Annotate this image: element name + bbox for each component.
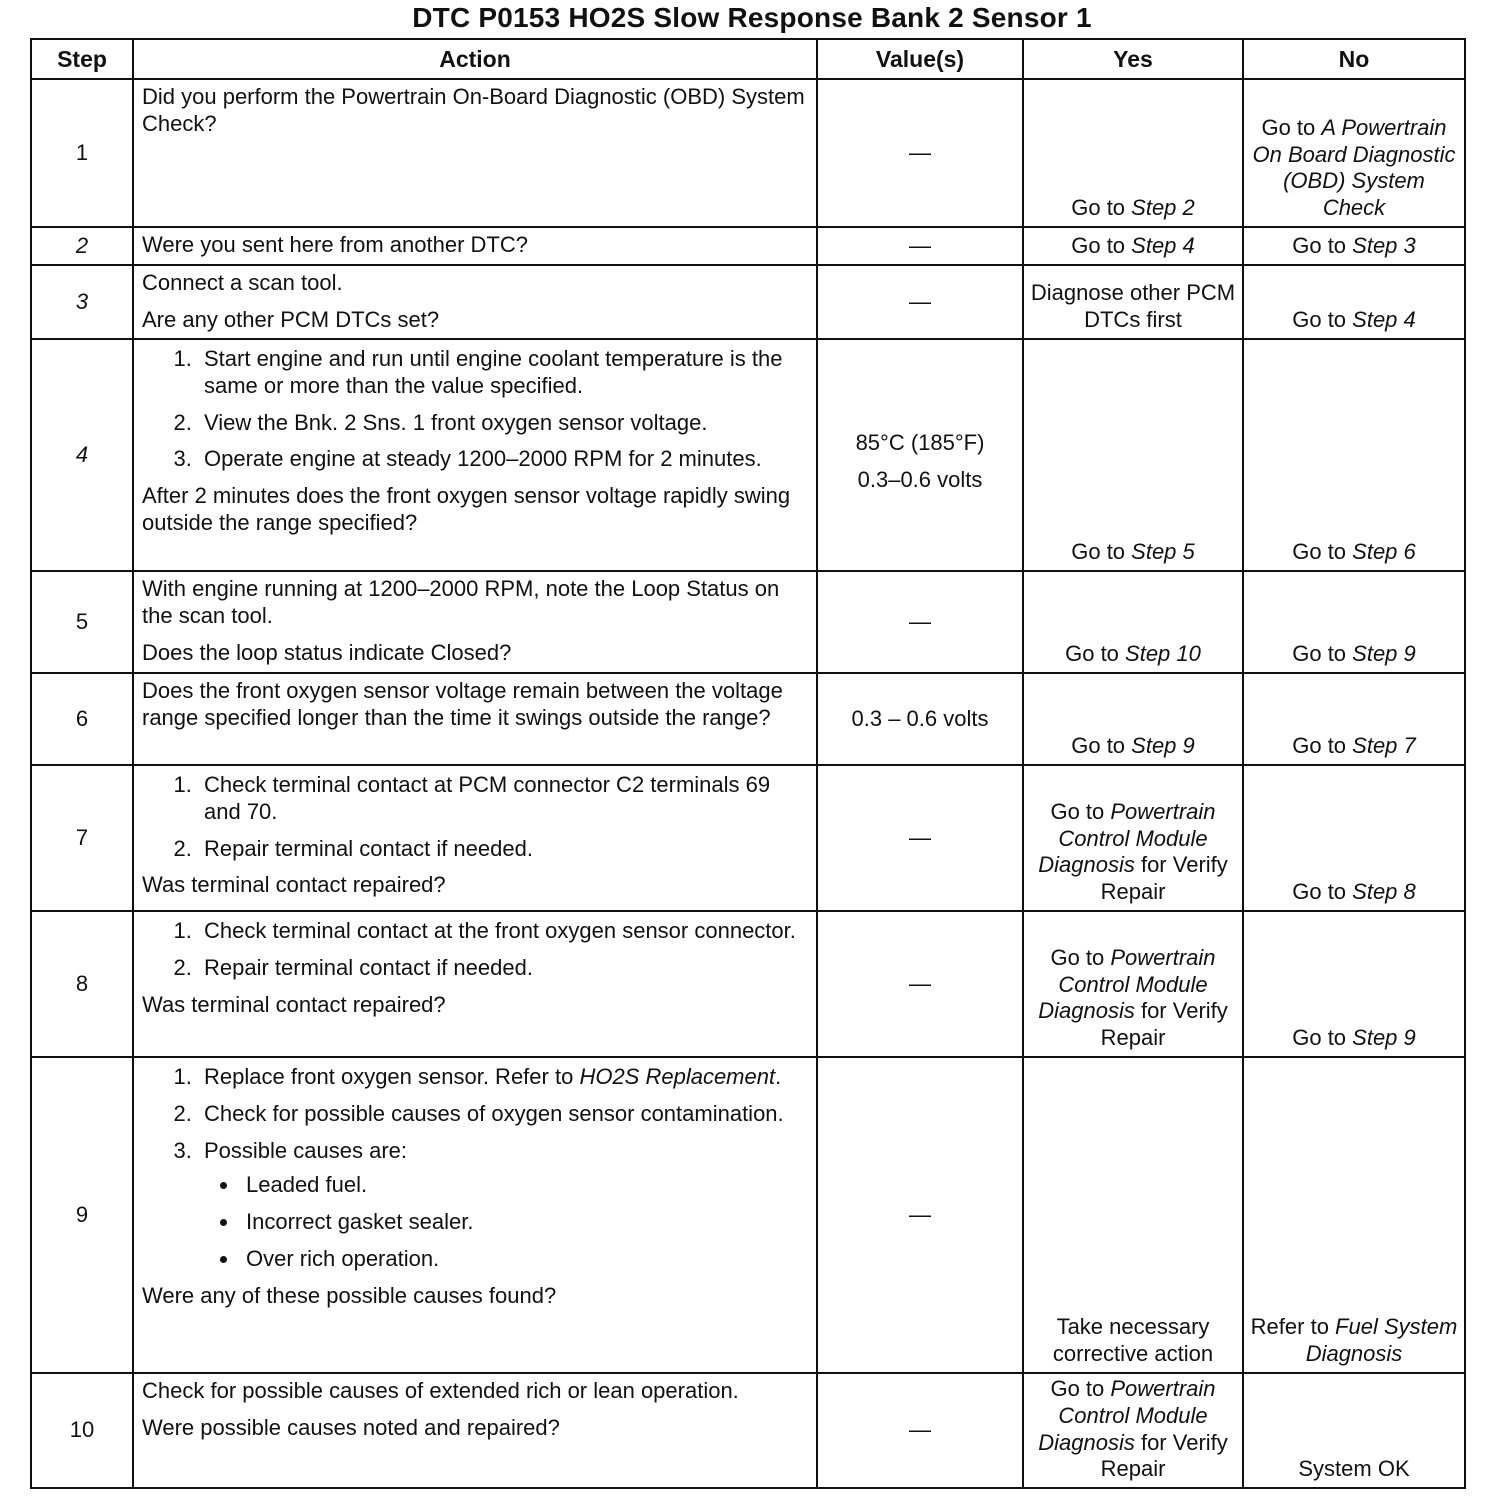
no-text: Go to — [1292, 539, 1353, 565]
step-number: 8 — [31, 911, 133, 1057]
value-cell — [817, 339, 1023, 571]
value-cell: — — [817, 79, 1023, 227]
no-link[interactable]: Step 9 — [1352, 1025, 1416, 1051]
header-yes: Yes — [1023, 39, 1243, 79]
step-number: 4 — [31, 339, 133, 571]
table-row — [31, 673, 1465, 765]
yes-cell — [1023, 339, 1243, 571]
no-text: Go to — [1292, 307, 1353, 333]
table-row — [31, 265, 1465, 339]
yes-cell — [1023, 911, 1243, 1057]
action-step — [198, 1138, 808, 1273]
action-question: Does the front oxygen sensor voltage remain between the voltage range specified longer than the time it swings outside the range? — [142, 678, 783, 730]
step-number: 9 — [31, 1057, 133, 1373]
table-row — [31, 911, 1465, 1057]
table-row — [31, 571, 1465, 673]
no-cell — [1243, 339, 1465, 571]
step-number: 10 — [31, 1373, 133, 1488]
action-cell — [133, 1057, 817, 1373]
step-number: 5 — [31, 571, 133, 673]
step-number: 7 — [31, 765, 133, 911]
cause-item: • Over rich operation. — [240, 1246, 808, 1273]
no-text: Go to — [1292, 641, 1353, 667]
no-text: Go to — [1292, 233, 1353, 259]
yes-link[interactable]: Powertrain Control Module Diagnosis — [1038, 1376, 1216, 1455]
value-cell: — — [817, 265, 1023, 339]
no-cell — [1243, 265, 1465, 339]
table-row — [31, 1373, 1465, 1488]
action-question: Are any other PCM DTCs set? — [142, 306, 440, 332]
value-temperature: 85°C (185°F) — [855, 430, 985, 455]
action-cell — [133, 339, 817, 571]
action-step: 2. Check for possible causes of oxygen sensor contamination. — [198, 1101, 808, 1128]
yes-cell — [1023, 1373, 1243, 1488]
action-step — [198, 1064, 808, 1091]
yes-link[interactable]: Step 2 — [1131, 195, 1195, 221]
action-steps — [142, 918, 808, 982]
value-cell: — — [817, 1057, 1023, 1373]
no-cell — [1243, 227, 1465, 265]
action-text: Check for possible causes of extended rich or lean operation. — [142, 1378, 739, 1403]
value-cell: — — [817, 911, 1023, 1057]
yes-cell — [1023, 227, 1243, 265]
yes-text: Go to — [1050, 944, 1111, 970]
diagnostic-table — [30, 38, 1466, 1489]
yes-text: Go to — [1050, 798, 1111, 824]
yes-link[interactable]: Powertrain Control Module Diagnosis — [1038, 944, 1216, 1024]
no-cell — [1243, 571, 1465, 673]
action-cell — [133, 79, 817, 227]
yes-link[interactable]: Powertrain Control Module Diagnosis — [1038, 798, 1216, 878]
action-cell — [133, 1373, 817, 1488]
action-steps — [142, 346, 808, 473]
yes-link[interactable]: Step 9 — [1131, 733, 1195, 759]
yes-cell — [1023, 79, 1243, 227]
yes-cell: Take necessary corrective action — [1023, 1057, 1243, 1373]
no-text: Go to — [1292, 733, 1353, 759]
no-cell — [1243, 765, 1465, 911]
value-cell: 0.3 – 0.6 volts — [817, 673, 1023, 765]
cause-item: • Incorrect gasket sealer. — [240, 1209, 808, 1236]
header-values: Value(s) — [817, 39, 1023, 79]
action-cell — [133, 911, 817, 1057]
yes-text: Go to — [1050, 1376, 1111, 1401]
step-number: 6 — [31, 673, 133, 765]
yes-link[interactable]: Step 10 — [1125, 641, 1201, 667]
action-question: Were possible causes noted and repaired? — [142, 1414, 560, 1440]
no-link[interactable]: Fuel System Diagnosis — [1305, 1314, 1458, 1367]
cause-item: • Leaded fuel. — [240, 1172, 808, 1199]
value-cell: — — [817, 765, 1023, 911]
no-cell — [1243, 79, 1465, 227]
header-row — [31, 39, 1465, 79]
yes-link[interactable]: Step 4 — [1131, 233, 1195, 259]
action-step: 1. Check terminal contact at the front oxygen sensor connector. — [198, 918, 808, 945]
action-step-text: Possible causes are: — [204, 1137, 407, 1163]
table-row — [31, 765, 1465, 911]
action-step-suffix: . — [775, 1064, 782, 1089]
action-step: 2. Repair terminal contact if needed. — [198, 955, 808, 982]
action-steps — [142, 772, 808, 862]
header-action: Action — [133, 39, 817, 79]
yes-cell — [1023, 765, 1243, 911]
yes-cell — [1023, 673, 1243, 765]
table-row — [31, 79, 1465, 227]
no-cell — [1243, 911, 1465, 1057]
value-cell: — — [817, 571, 1023, 673]
yes-cell: Diagnose other PCM DTCs first — [1023, 265, 1243, 339]
step-number: 2 — [31, 227, 133, 265]
yes-cell — [1023, 571, 1243, 673]
action-step: 1. Start engine and run until engine coolant temperature is the same or more than the value specified. — [198, 346, 808, 400]
no-text: Refer to — [1250, 1314, 1336, 1340]
value-voltage: 0.3–0.6 volts — [857, 466, 983, 492]
no-cell: System OK — [1243, 1373, 1465, 1488]
header-no: No — [1243, 39, 1465, 79]
no-text: Go to — [1292, 1025, 1353, 1051]
action-question: After 2 minutes does the front oxygen sensor voltage rapidly swing outside the range specified? — [142, 483, 791, 536]
action-step: 3. Operate engine at steady 1200–2000 RPM for 2 minutes. — [198, 446, 808, 473]
cause-list — [204, 1172, 808, 1272]
action-step: 1. Check terminal contact at PCM connector C2 terminals 69 and 70. — [198, 772, 808, 826]
header-step: Step — [31, 39, 133, 79]
action-step-text: Replace front oxygen sensor. Refer to — [204, 1064, 580, 1089]
yes-text: Go to — [1071, 195, 1132, 221]
action-cell — [133, 571, 817, 673]
yes-link[interactable]: Step 5 — [1131, 539, 1195, 565]
step-number: 3 — [31, 265, 133, 339]
action-text: Were you sent here from another DTC? — [142, 232, 528, 257]
action-cell — [133, 765, 817, 911]
yes-text: Go to — [1071, 539, 1132, 565]
no-text: Go to — [1292, 879, 1353, 905]
action-question: Does the loop status indicate Closed? — [142, 639, 512, 665]
yes-text: Go to — [1065, 641, 1126, 667]
yes-text: Go to — [1071, 733, 1132, 759]
action-step: 2. Repair terminal contact if needed. — [198, 836, 808, 863]
no-link[interactable]: Step 7 — [1352, 733, 1416, 759]
action-question: Was terminal contact repaired? — [142, 872, 446, 898]
no-text: Go to — [1261, 114, 1322, 140]
action-step: 2. View the Bnk. 2 Sns. 1 front oxygen sensor voltage. — [198, 410, 808, 437]
no-link[interactable]: Step 3 — [1352, 233, 1416, 259]
page-title: DTC P0153 HO2S Slow Response Bank 2 Sensor 1 — [412, 2, 1092, 33]
no-link[interactable]: Step 6 — [1352, 539, 1416, 565]
yes-text-suffix: for Verify Repair — [1100, 998, 1228, 1051]
action-question: Were any of these possible causes found? — [142, 1282, 557, 1308]
yes-text: Go to — [1071, 233, 1132, 259]
no-cell — [1243, 673, 1465, 765]
no-link[interactable]: Step 9 — [1352, 641, 1416, 667]
action-text: Did you perform the Powertrain On-Board Diagnostic (OBD) System Check? — [142, 84, 805, 136]
yes-text-suffix: for Verify Repair — [1100, 1429, 1228, 1482]
reference-link[interactable]: HO2S Replacement — [579, 1064, 776, 1089]
action-text: Connect a scan tool. — [142, 270, 343, 295]
no-link[interactable]: Step 4 — [1352, 307, 1416, 333]
yes-text-suffix: for Verify Repair — [1100, 852, 1228, 905]
value-cell: — — [817, 227, 1023, 265]
table-row — [31, 1057, 1465, 1373]
step-number: 1 — [31, 79, 133, 227]
action-cell — [133, 227, 817, 265]
table-row — [31, 227, 1465, 265]
action-text: With engine running at 1200–2000 RPM, note the Loop Status on the scan tool. — [142, 576, 780, 628]
action-question: Was terminal contact repaired? — [142, 991, 446, 1017]
no-link[interactable]: Step 8 — [1352, 879, 1416, 905]
table-row — [31, 339, 1465, 571]
action-cell — [133, 265, 817, 339]
no-cell — [1243, 1057, 1465, 1373]
action-cell — [133, 673, 817, 765]
value-cell: — — [817, 1373, 1023, 1488]
action-steps — [142, 1064, 808, 1273]
no-link[interactable]: A Powertrain On Board Diagnostic (OBD) System Check — [1252, 114, 1456, 221]
